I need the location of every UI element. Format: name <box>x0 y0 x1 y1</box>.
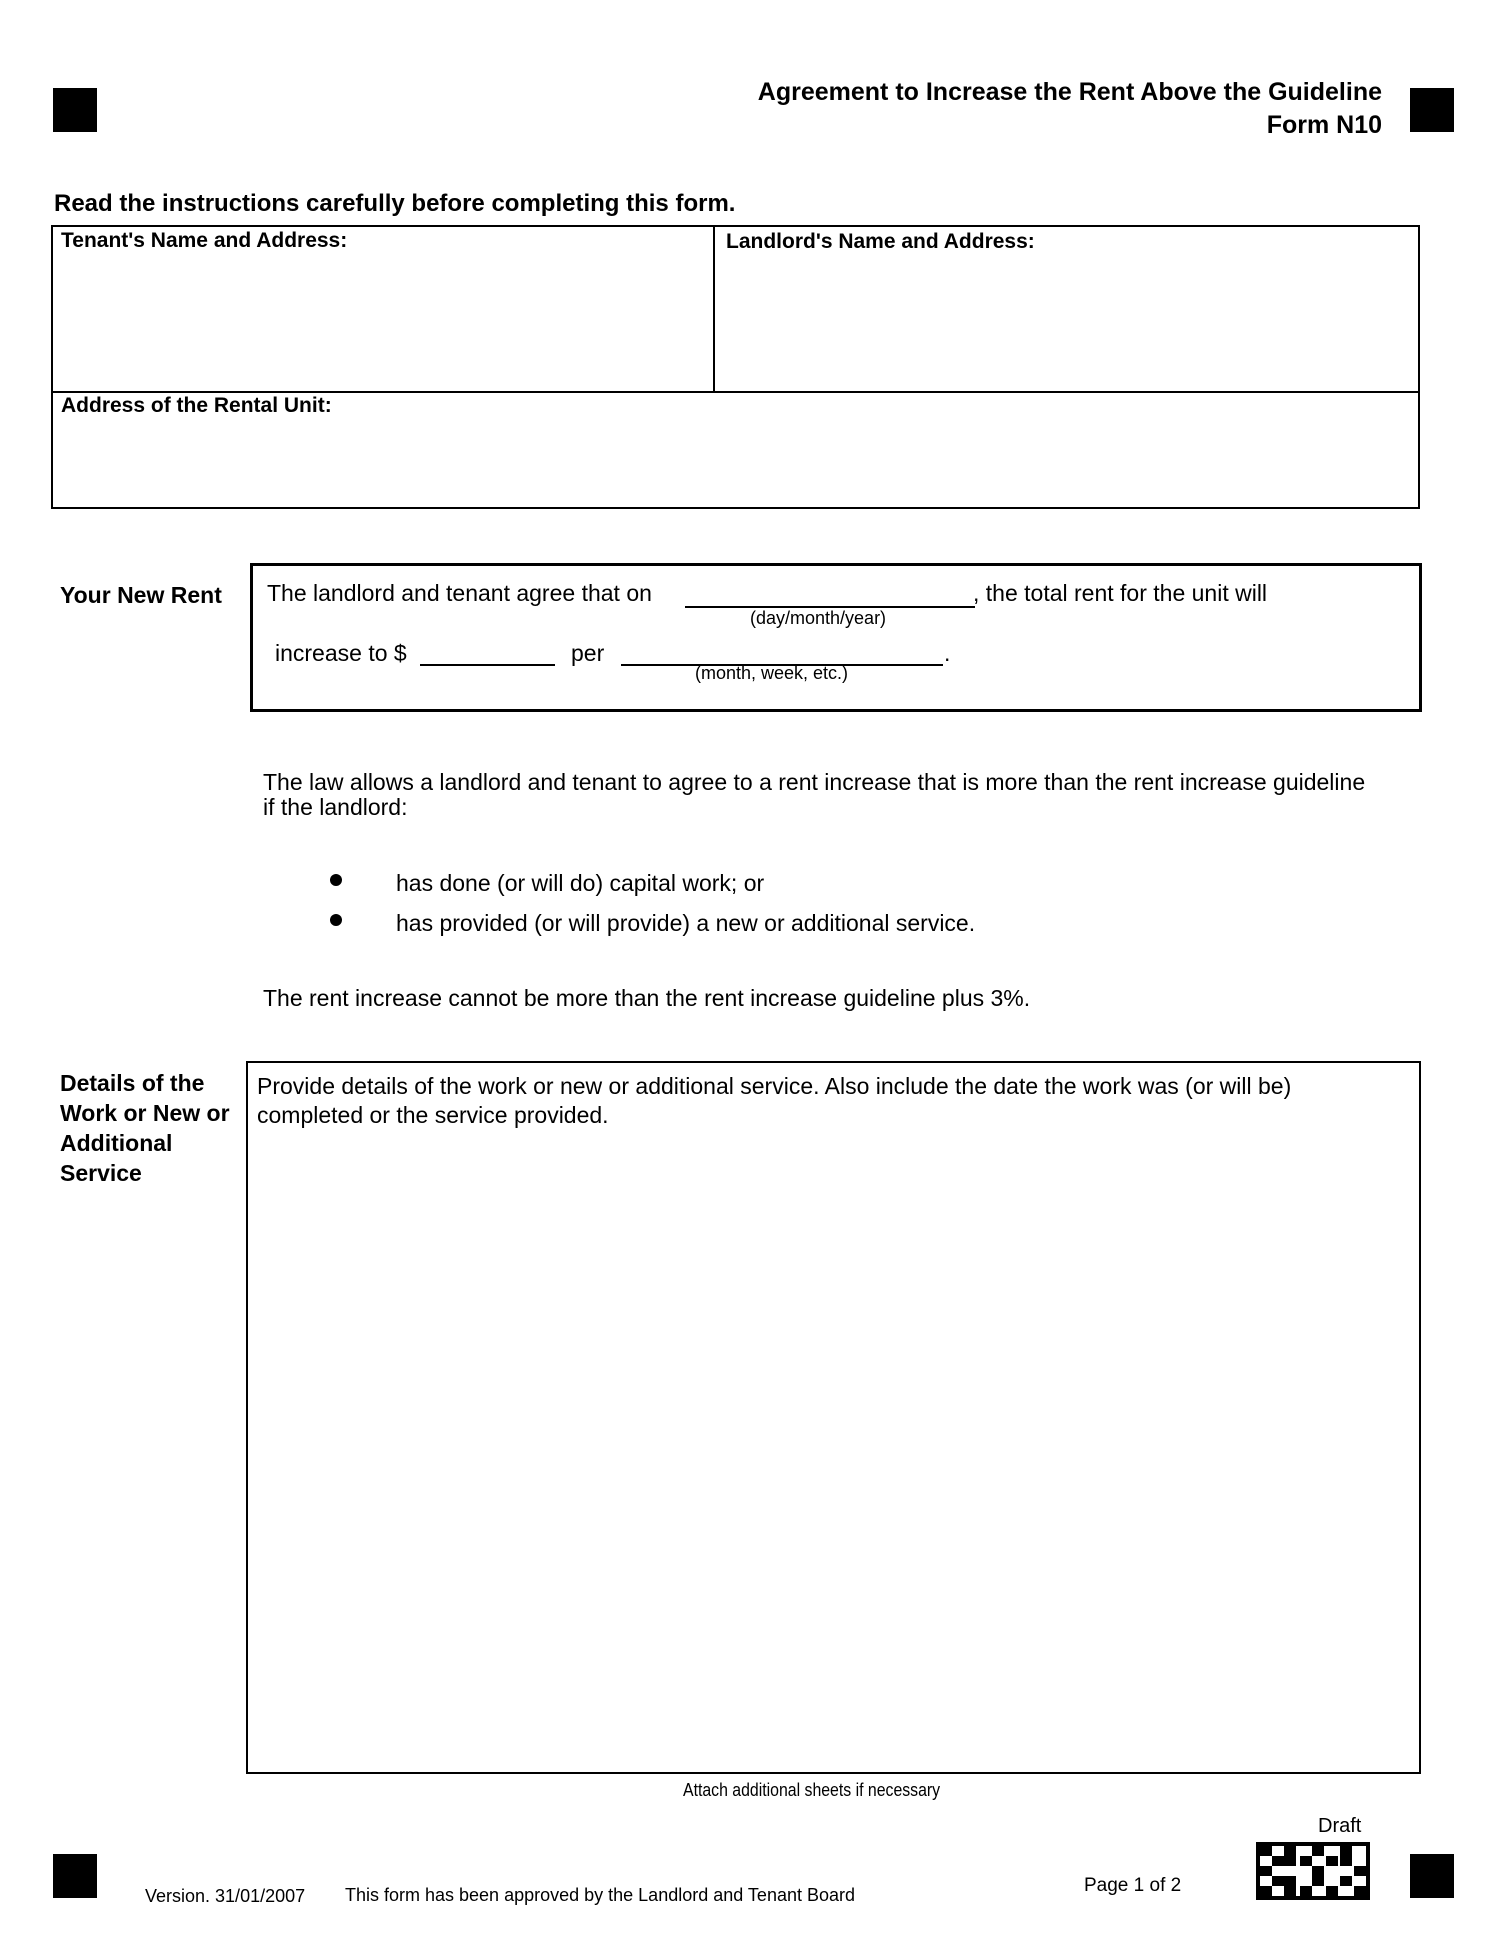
parties-box <box>51 225 1420 509</box>
parties-vertical-divider <box>713 227 715 392</box>
details-box[interactable] <box>246 1061 1421 1774</box>
new-rent-text-before-date: The landlord and tenant agree that on <box>267 580 652 606</box>
new-rent-box <box>250 563 1422 712</box>
new-rent-text-after-date: , the total rent for the unit will <box>973 580 1268 606</box>
bullet-dot <box>330 874 342 886</box>
law-bullet-item: has done (or will do) capital work; or <box>396 870 765 896</box>
barcode-pattern <box>1256 1842 1370 1900</box>
draft-label: Draft <box>1318 1815 1362 1837</box>
date-hint: (day/month/year) <box>750 608 887 628</box>
form-header <box>758 76 1382 142</box>
new-rent-label: Your New Rent <box>60 582 222 608</box>
new-rent-text-increase: increase to $ <box>275 640 407 666</box>
page-number: Page 1 of 2 <box>1084 1875 1182 1896</box>
rent-amount-field[interactable] <box>420 664 555 666</box>
form-number: Form N10 <box>1266 111 1382 139</box>
new-rent-text-per: per <box>571 640 605 666</box>
registration-mark-top-right <box>1410 88 1454 132</box>
landlord-name-address-field[interactable] <box>721 259 1411 387</box>
instructions-note: Read the instructions carefully before completing this form. <box>54 190 736 217</box>
new-rent-period-end: . <box>944 640 951 666</box>
law-bullet-item: has provided (or will provide) a new or additional service. <box>396 910 976 936</box>
registration-mark-top-left <box>53 88 97 132</box>
attach-note: Attach additional sheets if necessary <box>683 1780 941 1800</box>
tenant-label: Tenant's Name and Address: <box>61 229 348 252</box>
form-title: Agreement to Increase the Rent Above the Guideline <box>757 78 1382 106</box>
period-hint: (month, week, etc.) <box>695 663 849 683</box>
details-instructions: Provide details of the work or new or additional service. Also include the date the work was (or will be) completed or the service provided. <box>257 1073 1292 1128</box>
rental-unit-label: Address of the Rental Unit: <box>61 394 332 417</box>
approval-text: This form has been approved by the Landlord and Tenant Board <box>345 1885 856 1905</box>
registration-mark-bottom-left <box>53 1854 97 1898</box>
rental-unit-address-field[interactable] <box>57 423 1412 503</box>
tenant-name-address-field[interactable] <box>57 259 707 387</box>
version-text: Version. 31/01/2007 <box>145 1886 306 1906</box>
law-intro: The law allows a landlord and tenant to agree to a rent increase that is more than the rent increase guideline if the landlord: <box>263 769 1366 820</box>
landlord-label: Landlord's Name and Address: <box>726 230 1035 253</box>
bullet-dot <box>330 914 342 926</box>
details-label: Details of the Work or New or Additional Service <box>60 1070 230 1186</box>
law-limit: The rent increase cannot be more than the rent increase guideline plus 3%. <box>263 985 1031 1011</box>
parties-horizontal-divider <box>53 391 1418 393</box>
registration-mark-bottom-right <box>1410 1854 1454 1898</box>
